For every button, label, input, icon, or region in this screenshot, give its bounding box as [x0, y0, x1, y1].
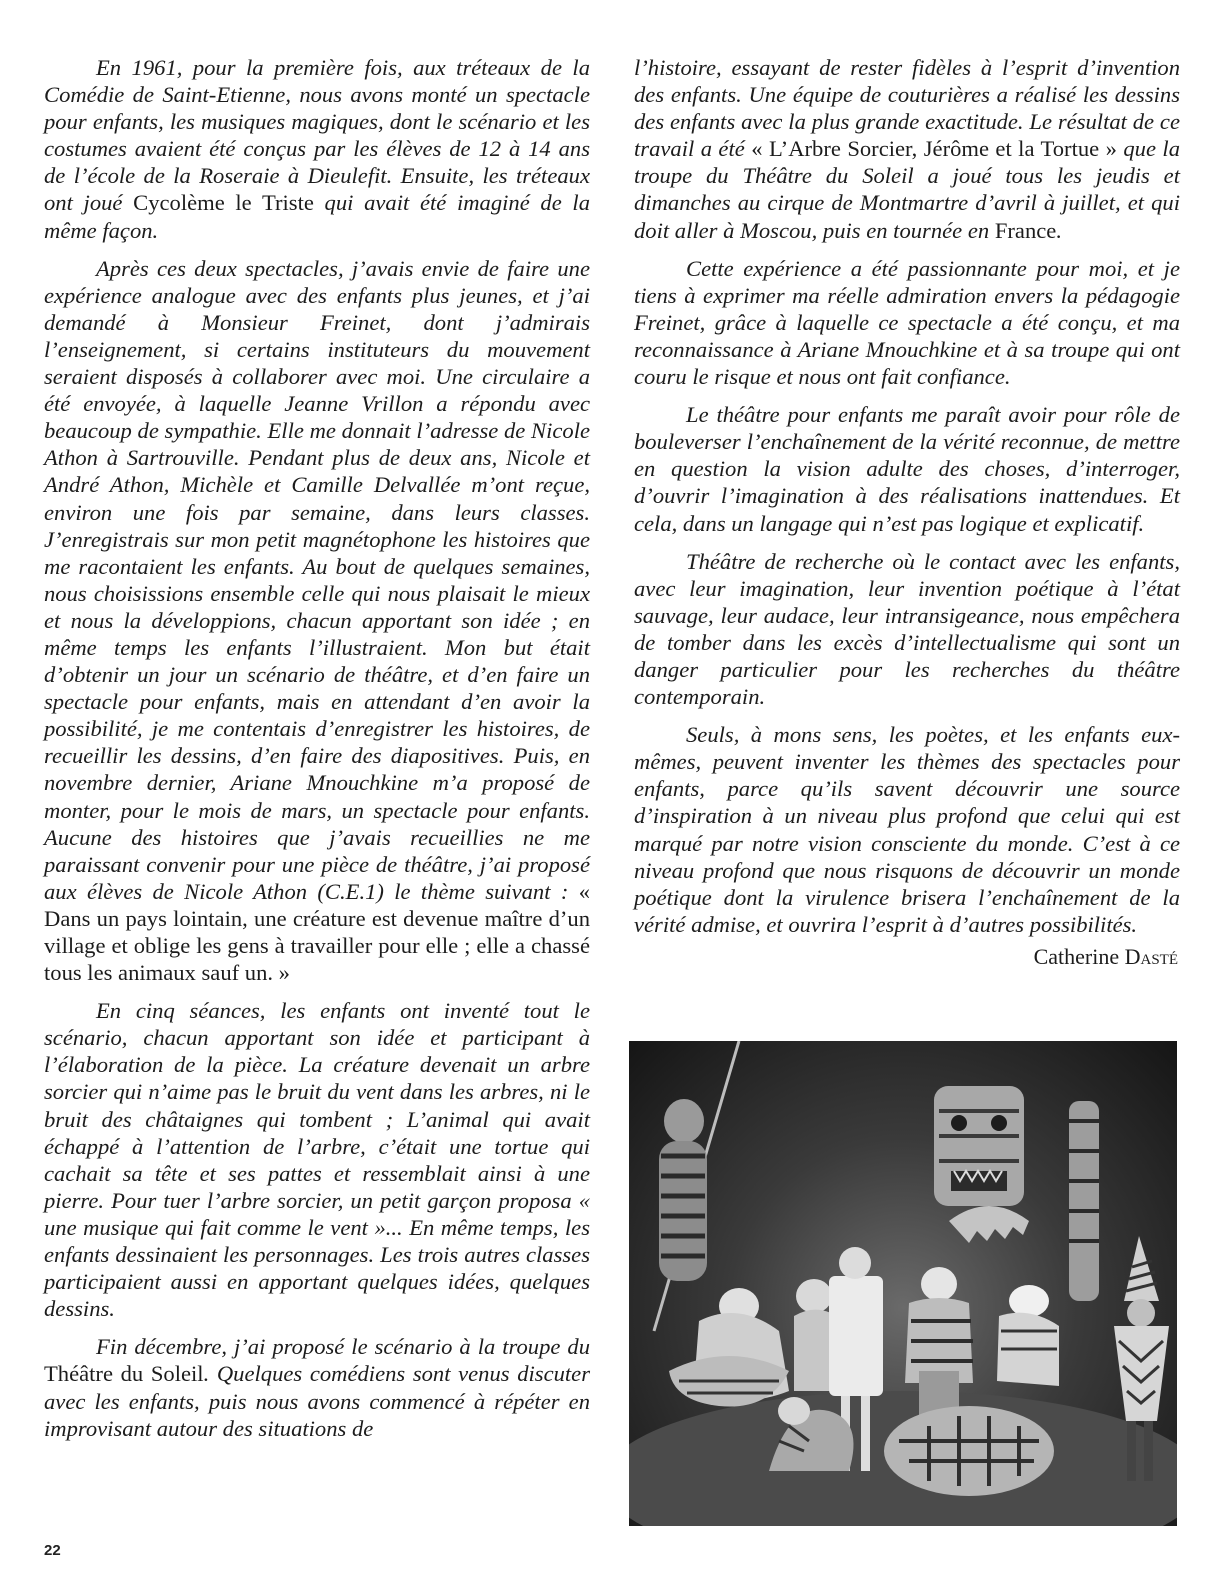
paragraph-2 [44, 255, 590, 987]
author-first-name: Catherine [1033, 943, 1120, 969]
play-title-arbre-sorcier: « L’Arbre Sorcier, Jérôme et la Tortue » [751, 136, 1117, 162]
tree-sorcerer-mask [934, 1086, 1024, 1206]
p1-text-c: dont le scénario et les costumes avaient été conçus par les élèves de 12 à 14 ans de l’école de la Roseraie à Dieulefit. Ensuite, les tréteaux ont joué [44, 109, 590, 216]
right-column [634, 54, 1180, 970]
left-column [44, 54, 590, 1442]
p4-text-a: Fin décembre, j’ai proposé le scénario à la troupe du [96, 1334, 590, 1360]
striped-figure-right [1069, 1101, 1099, 1301]
p1-text-a: En 1961, pour la première fois, aux tréteaux de la Comédie de Saint-Etienne, nous avons monté un spectacle pour enfants, [44, 55, 590, 135]
p5-text-c: que la troupe du Théâtre du Soleil a joué tous les jeudis et dimanches au cirque de Montmartre d’avril à juillet, et qui doit aller à Moscou, puis en tournée en [634, 136, 1181, 243]
country-name: France [994, 217, 1057, 243]
p4-text-c: . Quelques comédiens sont venus discuter avec les enfants, puis nous avons commencé à répéter en improvisant autour des situations de [44, 1361, 590, 1441]
photo-illustration [629, 1041, 1177, 1526]
page-number: 22 [44, 1542, 61, 1559]
author-last-name: Dasté [1124, 943, 1178, 969]
paragraph-1 [44, 54, 590, 244]
p5-text-e: . [1056, 217, 1062, 243]
troupe-name: Théâtre du Soleil [44, 1361, 204, 1387]
paragraph-9: Seuls, à mons sens, les poètes, et les enfants eux-mêmes, peuvent inventer les thèmes des spectacles pour enfants, parce qu’ils savent découvrir une source d’inspiration à un niveau plus profond que celui qui est marqué par notre vision consciente du monde. C’est à ce niveau profond que nous risquons de découvrir un monde poétique dont la virulence brisera l’enchaînement de la vérité admise, et ouvrira l’esprit à d’autres possibilités. [634, 722, 1180, 937]
p1-text-e: qui avait été imaginé de la même façon. [44, 190, 590, 243]
author-signature [634, 944, 1178, 970]
p1-text-b: les musiques magiques, [169, 109, 384, 135]
theme-quote: « Dans un pays lointain, une créature est devenue maître d’un village et oblige les gens à travailler pour elle ; elle a chassé tous les animaux sauf un. » [44, 878, 590, 986]
p5-text-a: l’histoire, essayant de rester fidèles à l’esprit d’invention des enfants. Une équipe de couturières a réalisé les dessins des enfants avec la plus grande exactitude. Le résultat de ce travail a été [634, 55, 1180, 162]
paragraph-4 [44, 1333, 590, 1441]
jagged-monster [949, 1206, 1029, 1243]
paragraph-6: Cette expérience a été passionnante pour moi, et je tiens à exprimer ma réelle admiration envers la pédagogie Freinet, grâce à laquelle ce spectacle a été conçu, et ma reconnaissance à Ariane Mnouchkine et à sa troupe qui ont couru le risque et nous ont fait confiance. [634, 255, 1180, 390]
turtle-costume [884, 1406, 1054, 1496]
paragraph-3: En cinq séances, les enfants ont inventé tout le scénario, chacun apportant son idée et participant à l’élaboration de la pièce. La créature devenait un arbre sorcier qui n’aime pas le bruit du vent dans les arbres, ni le bruit des châtaignes qui tombent ; L’animal qui avait échappé à l’attention de l’arbre, c’était une tortue qui cachait sa tête et ses pattes et ressemblait ainsi à une pierre. Pour tuer l’arbre sorcier, un petit garçon proposa « une musique qui fait comme le vent »... En même temps, les enfants dessinaient les personnages. Les trois autres classes participaient aussi en apportant quelques idées, quelques dessins. [44, 998, 590, 1322]
p2-text-a: Après ces deux spectacles, j’avais envie de faire une expérience analogue avec des enfants plus jeunes, et j’ai demandé à Monsieur Freinet, dont j’admirais l’enseignement, si certains instituteurs du mouvement seraient disposés à collaborer avec moi. Une circulaire a été envoyée, à laquelle Jeanne Vrillon a répondu avec beaucoup de sympathie. Elle me donnait l’adresse de Nicole Athon à Sartrouville. Pendant plus de deux ans, Nicole et André Athon, Michèle et Camille Delvallée m’ont reçue, environ une fois par semaine, dans leurs classes. J’enregistrais sur mon petit magnétophone les histoires que me racontaient les enfants. Au bout de quelques semaines, nous choisissions ensemble celle qui nous plaisait le mieux et nous la développions, chacun apportant son idée ; en même temps les enfants l’illustraient. Mon but était d’obtenir un jour un scénario de théâtre, et d’en faire un spectacle pour enfants, mais en attendant d’en avoir la possibilité, je me contentais d’enregistrer les histoires, de recueillir les dessins, d’en faire des diapositives. Puis, en novembre dernier, Ariane Mnouchkine m’a proposé de monter, pour le mois de mars, un spectacle pour enfants. Aucune des histoires que j’avais recueillies ne me paraissant convenir pour une pièce de théâtre, j’ai proposé aux élèves de Nicole Athon (C.E.1) le thème suivant : [44, 255, 590, 904]
tiger-costume-figure [659, 1099, 707, 1281]
paragraph-5 [634, 54, 1180, 244]
paragraph-8: Théâtre de recherche où le contact avec les enfants, avec leur imagination, leur invention poétique à l’état sauvage, leur audace, leur intransigeance, nous empêchera de tomber dans les excès d’intellectualisme qui sont un danger particulier pour les recherches du théâtre contemporain. [634, 548, 1180, 710]
theatre-stage-photo [629, 1041, 1177, 1526]
play-title-cycoleme: Cycolème le Triste [133, 190, 314, 216]
paragraph-7: Le théâtre pour enfants me paraît avoir pour rôle de bouleverser l’enchaînement de la vérité reconnue, de mettre en question la vision adulte des choses, d’interroger, d’ouvrir l’imagination à des réalisations inattendues. Et cela, dans un langage qui n’est pas logique et explicatif. [634, 402, 1180, 536]
